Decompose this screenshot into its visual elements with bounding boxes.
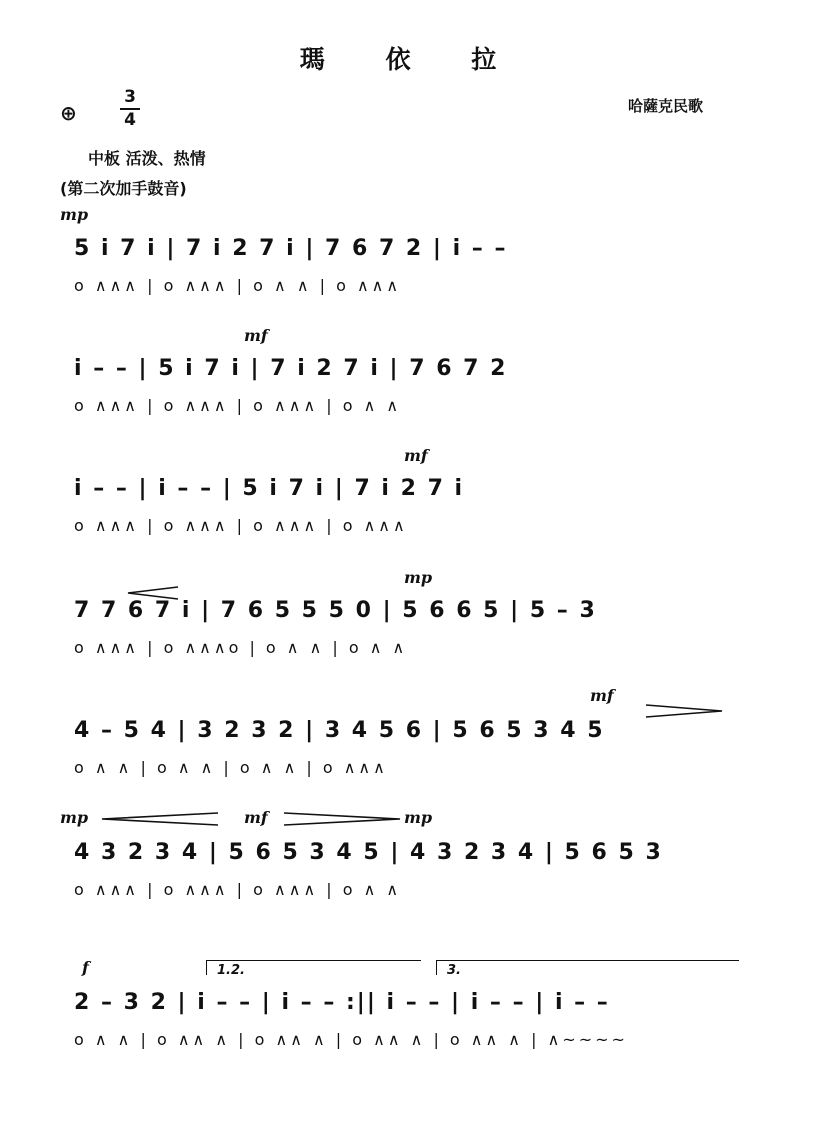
melody-notes: 4 – 5 4 | 3 2 3 2 | 3 4 5 6 | 5 6 5 3 4 5	[74, 718, 605, 743]
page-title: 瑪 依 拉	[299, 45, 523, 74]
dynamic-marking: f	[82, 958, 89, 977]
song-origin: 哈薩克民歌	[628, 97, 704, 115]
drum-pattern: o ∧∧∧ | o ∧∧∧ | o ∧∧∧ | o ∧∧∧	[74, 516, 408, 535]
dynamic-marking: mf	[244, 808, 268, 827]
volta-bracket	[206, 960, 421, 978]
dynamic-marking: mf	[244, 326, 268, 345]
score-line	[0, 598, 822, 698]
score-line	[0, 718, 822, 818]
score-line	[0, 476, 822, 576]
score-line	[0, 236, 822, 336]
time-signature	[118, 88, 142, 130]
volta-label: 3.	[447, 963, 461, 978]
drum-pattern: o ∧ ∧ | o ∧ ∧ | o ∧ ∧ | o ∧∧∧	[74, 758, 388, 777]
drum-pattern: o ∧∧∧ | o ∧∧∧ | o ∧ ∧ | o ∧∧∧	[74, 276, 402, 295]
dynamic-marking: mf	[590, 686, 614, 705]
drum-pattern: o ∧∧∧ | o ∧∧∧ | o ∧∧∧ | o ∧ ∧	[74, 396, 402, 415]
key-symbol-icon: ⊕	[60, 101, 77, 125]
dynamic-marking: mp	[404, 568, 433, 587]
melody-notes: 2 – 3 2 | i – – | i – – :|| i – – | i – – | i – –	[74, 990, 610, 1015]
time-signature-numerator: 3	[124, 87, 136, 107]
melody-notes: i – – | i – – | 5 i 7 i | 7 i 2 7 i	[74, 476, 465, 501]
dynamic-marking: mp	[60, 205, 89, 224]
tempo-marking: 中板 活泼、热情	[88, 149, 206, 168]
dynamic-marking: mp	[60, 808, 89, 827]
score-line	[0, 356, 822, 456]
time-signature-denominator: 4	[124, 110, 136, 130]
melody-notes: i – – | 5 i 7 i | 7 i 2 7 i | 7 6 7 2	[74, 356, 508, 381]
score-line	[0, 990, 822, 1090]
score-line	[0, 840, 822, 940]
performance-instruction: (第二次加手鼓音)	[60, 179, 187, 198]
volta-label: 1.2.	[217, 963, 245, 978]
volta-bracket	[436, 960, 739, 978]
melody-notes: 4 3 2 3 4 | 5 6 5 3 4 5 | 4 3 2 3 4 | 5 6 5 3	[74, 840, 663, 865]
decrescendo-hairpin	[644, 704, 724, 718]
drum-pattern: o ∧ ∧ | o ∧∧ ∧ | o ∧∧ ∧ | o ∧∧ ∧ | o ∧∧ ∧ | ∧~~~~	[74, 1030, 628, 1049]
dynamic-marking: mp	[404, 808, 433, 827]
dynamic-marking: mf	[404, 446, 428, 465]
drum-pattern: o ∧∧∧ | o ∧∧∧ | o ∧∧∧ | o ∧ ∧	[74, 880, 402, 899]
melody-notes: 7 7 6 7 i | 7 6 5 5 5 0 | 5 6 6 5 | 5 – 3	[74, 598, 597, 623]
melody-notes: 5 i 7 i | 7 i 2 7 i | 7 6 7 2 | i – –	[74, 236, 508, 261]
drum-pattern: o ∧∧∧ | o ∧∧∧o | o ∧ ∧ | o ∧ ∧	[74, 638, 408, 657]
